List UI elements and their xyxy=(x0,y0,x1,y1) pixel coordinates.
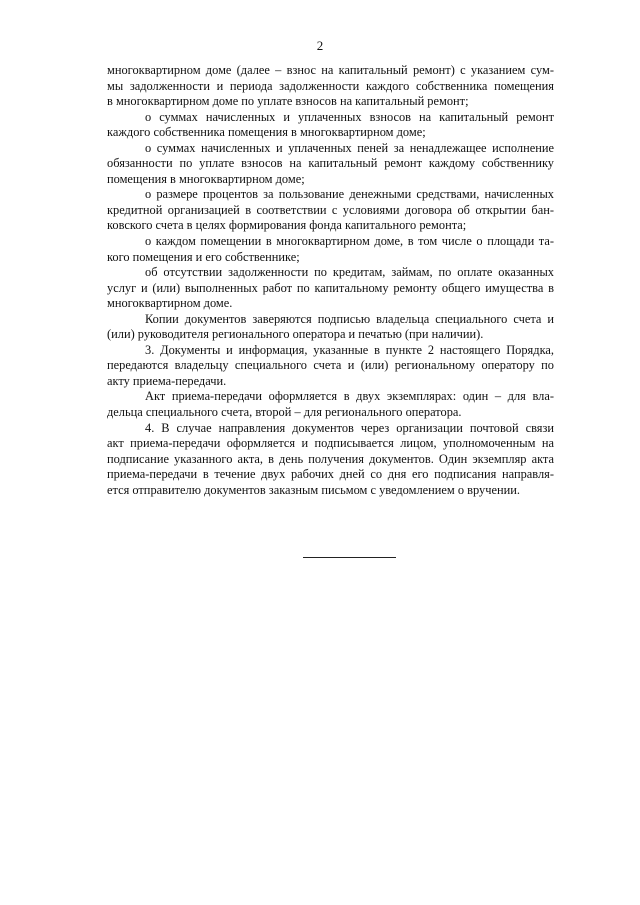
text-line: о размере процентов за пользование денежными средствами, начисленных xyxy=(145,187,554,202)
text-line: кредитной организацией в соответствии с условиями договора об открытии бан- xyxy=(107,202,554,217)
paragraph xyxy=(107,265,554,312)
text-line: обязанности по уплате взносов на капитальный ремонт каждому собственнику xyxy=(107,156,554,171)
paragraph xyxy=(107,312,554,343)
text-line: (или) руководителя регионального оператора и печатью (при наличии). xyxy=(107,327,484,342)
paragraph xyxy=(107,343,554,390)
text-line: приема-передачи в течение двух рабочих дней со дня его подписания направля- xyxy=(107,467,554,482)
text-line: в многоквартирном доме по уплате взносов на капитальный ремонт; xyxy=(107,94,469,109)
text-line: Копии документов заверяются подписью владельца специального счета и xyxy=(145,311,554,326)
text-line: каждого собственника помещения в многоквартирном доме; xyxy=(107,125,426,140)
text-line: ковского счета в целях формирования фонда капитального ремонта; xyxy=(107,218,467,233)
paragraph xyxy=(107,141,554,188)
text-line: акту приема-передачи. xyxy=(107,373,227,388)
text-line: услуг и (или) выполненных работ по капитальному ремонту общего имущества в xyxy=(107,280,554,295)
text-line: о каждом помещении в многоквартирном доме, в том числе о площади та- xyxy=(145,234,554,249)
paragraph xyxy=(107,421,554,499)
paragraph xyxy=(107,389,554,420)
text-line: акт приема-передачи оформляется и подписывается лицом, уполномоченным на xyxy=(107,436,554,451)
paragraph xyxy=(107,234,554,265)
text-line: об отсутствии задолженности по кредитам, займам, по оплате оказанных xyxy=(145,265,554,280)
text-line: помещения в многоквартирном доме; xyxy=(107,171,305,186)
text-line: мы задолженности и периода задолженности каждого собственника помещения xyxy=(107,78,554,93)
paragraph xyxy=(107,187,554,234)
text-line: ется отправителю документов заказным письмом с уведомлением о вручении. xyxy=(107,482,520,497)
page-number: 2 xyxy=(316,38,324,53)
text-line: о суммах начисленных и уплаченных взносов на капитальный ремонт xyxy=(145,109,554,124)
text-line: дельца специального счета, второй – для регионального оператора. xyxy=(107,405,462,420)
text-line: 4. В случае направления документов через организации почтовой связи xyxy=(145,420,554,435)
text-line: Акт приема-передачи оформляется в двух экземплярах: один – для вла- xyxy=(145,389,554,404)
text-line: многоквартирном доме. xyxy=(107,296,233,311)
text-line: о суммах начисленных и уплаченных пеней за ненадлежащее исполнение xyxy=(145,140,554,155)
paragraph xyxy=(107,63,554,110)
text-line: кого помещения и его собственнике; xyxy=(107,249,300,264)
text-line: подписание указанного акта, в день получения документов. Один экземпляр акта xyxy=(107,451,554,466)
text-line: передаются владельцу специального счета и (или) региональному оператору по xyxy=(107,358,554,373)
end-of-text-rule xyxy=(303,557,396,558)
document-body xyxy=(107,63,554,498)
paragraph xyxy=(107,110,554,141)
text-line: 3. Документы и информация, указанные в пункте 2 настоящего Порядка, xyxy=(145,342,554,357)
text-line: многоквартирном доме (далее – взнос на капитальный ремонт) с указанием сум- xyxy=(107,63,554,77)
